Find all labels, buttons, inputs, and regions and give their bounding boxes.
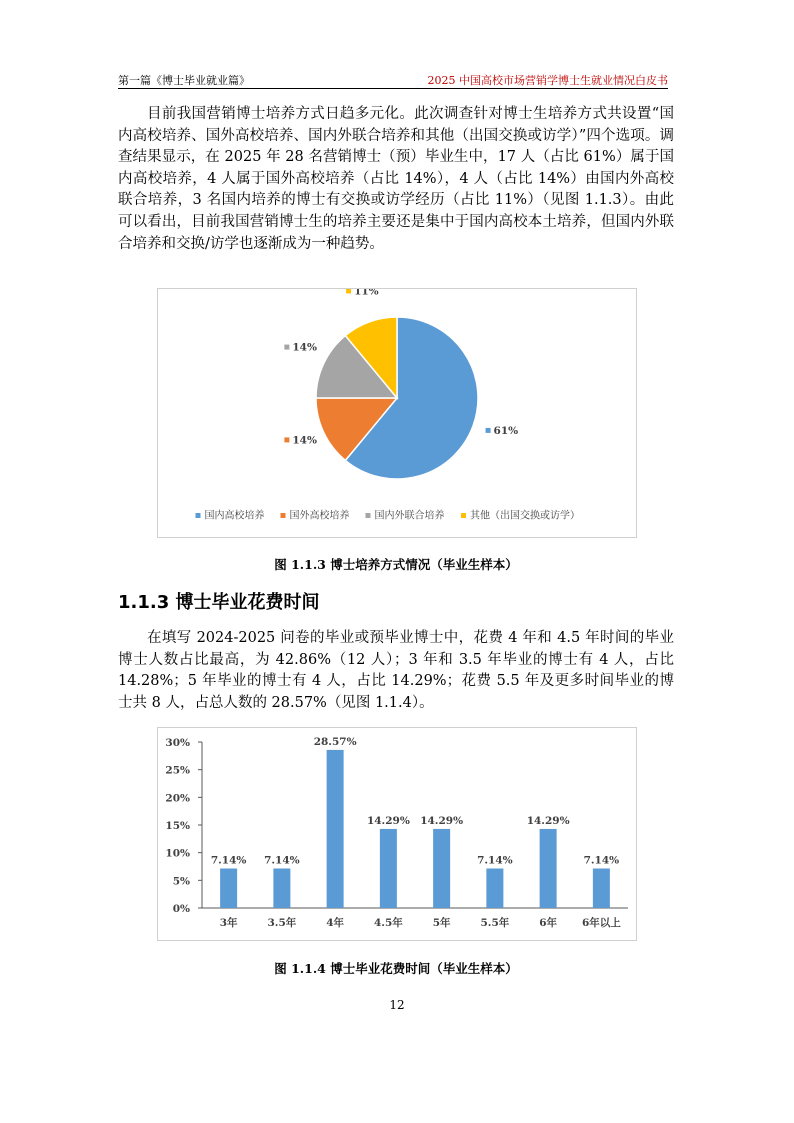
y-tick-label-6: 30% — [165, 737, 190, 749]
bar-data-label-5: 7.14% — [477, 854, 513, 867]
y-tick-label-4: 20% — [165, 792, 190, 805]
x-tick-label-7: 6年以上 — [581, 917, 621, 929]
pie-label-marker-3 — [346, 289, 351, 293]
page-header — [118, 68, 668, 89]
bar-data-label-1: 7.14% — [264, 854, 300, 867]
paragraph-training: 目前我国营销博士培养方式日趋多元化。此次调查针对博士生培养方式共设置“国内高校培养、国外高校培养、国内外联合培养和其他（出国交换或访学）”四个选项。调查结果显示，在 2025 年 28 名营销博士（预）毕业生中，17 人（占比 61%）属于国内高校培养，4 人属于国外高校培养（占比 14%），4 人（占比 14%）由国内外高校联合培养，3 名国内培养的博士有交换或访学经历（占比 11%）（见图 1.1.3）。由此可以看出，目前我国营销博士生的培养主要还是集中于国内高校本土培养，但国内外联合培养和交换/访学也逐渐成为一种趋势。 — [118, 106, 674, 252]
y-tick-label-0: 0% — [172, 903, 190, 915]
bar-chart — [158, 728, 636, 940]
header-right: 2025 中国高校市场营销学博士生就业情况白皮书 — [427, 74, 668, 87]
bar-data-label-0: 7.14% — [210, 854, 247, 867]
legend-label-2: 国内外联合培养 — [374, 510, 445, 522]
y-tick-label-3: 15% — [165, 820, 190, 832]
page-number: 12 — [389, 998, 405, 1012]
pie-data-label-1: 14% — [292, 434, 317, 447]
bar-2 — [327, 750, 344, 908]
bar-data-label-4: 14.29% — [420, 814, 464, 827]
legend-marker-2 — [366, 513, 371, 518]
x-tick-label-5: 5.5年 — [480, 917, 510, 929]
paragraph-duration: 在填写 2024-2025 问卷的毕业或预毕业博士中，花费 4 年和 4.5 年时间的毕业博士人数占比最高，为 42.86%（12 人）；3 年和 3.5 年毕业的博士有 4 人，占比 14.28%；5 年毕业的博士有 4 人，占比 14.29%；花费 5.5 年及更多时间毕业的博士共 8 人，占总人数的 28.57%（见图 1.1.4）。 — [118, 630, 674, 711]
bar-5 — [486, 868, 503, 908]
bar-data-label-7: 7.14% — [583, 854, 620, 867]
bar-data-label-3: 14.29% — [366, 814, 410, 827]
bar-data-label-2: 28.57% — [313, 735, 357, 748]
pie-label-marker-0 — [486, 428, 491, 433]
bar-7 — [593, 868, 610, 908]
section-title: 1.1.3 博士毕业花费时间 — [118, 592, 320, 613]
bar-chart-box — [157, 727, 637, 941]
legend-marker-1 — [281, 513, 286, 518]
legend-label-1: 国外高校培养 — [289, 510, 350, 522]
x-tick-label-3: 4.5年 — [373, 917, 403, 929]
pie-label-marker-1 — [284, 437, 289, 442]
bar-0 — [220, 868, 237, 908]
bar-1 — [273, 868, 290, 908]
pie-data-label-3: 11% — [354, 289, 379, 298]
x-tick-label-2: 4年 — [326, 917, 345, 929]
x-tick-label-1: 3.5年 — [267, 917, 297, 929]
bar-data-label-6: 14.29% — [526, 814, 570, 827]
legend-label-0: 国内高校培养 — [204, 510, 265, 522]
pie-data-label-0: 61% — [493, 424, 519, 437]
bar-3 — [380, 829, 397, 908]
header-left: 第一篇《博士毕业就业篇》 — [118, 74, 250, 87]
y-tick-label-2: 10% — [165, 847, 190, 860]
x-tick-label-0: 3年 — [219, 917, 238, 929]
pie-chart-box — [157, 288, 637, 538]
y-tick-label-1: 5% — [172, 875, 190, 888]
bar-4 — [433, 829, 450, 908]
legend-marker-0 — [196, 513, 201, 518]
pie-chart — [158, 289, 636, 537]
x-tick-label-4: 5年 — [432, 917, 451, 929]
pie-label-marker-2 — [284, 345, 289, 350]
figure-2-caption: 图 1.1.4 博士毕业花费时间（毕业生样本） — [274, 961, 518, 976]
x-tick-label-6: 6年 — [539, 917, 558, 929]
pie-data-label-2: 14% — [292, 341, 317, 354]
bar-6 — [540, 829, 557, 908]
y-tick-label-5: 25% — [165, 764, 190, 777]
figure-1-caption: 图 1.1.3 博士培养方式情况（毕业生样本） — [274, 557, 518, 572]
legend-marker-3 — [461, 513, 466, 518]
legend-label-3: 其他（出国交换或访学） — [470, 510, 580, 522]
